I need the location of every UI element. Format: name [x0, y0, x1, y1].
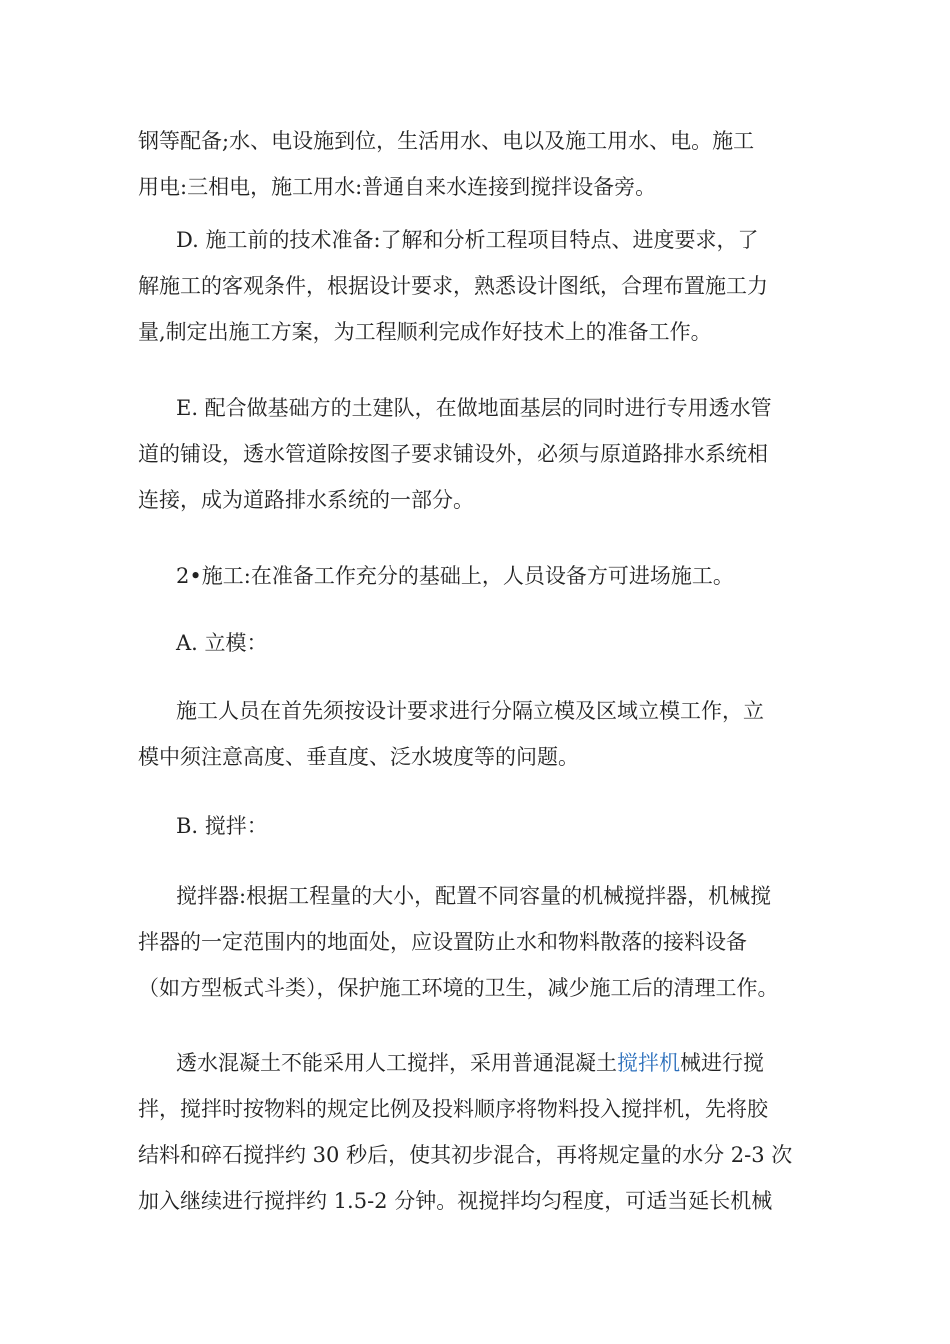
text-line: A. 立模：: [176, 631, 268, 655]
heading-mixing: [138, 803, 828, 849]
text-line: 量,制定出施工方案，为工程顺利完成作好技术上的准备工作。: [138, 320, 712, 344]
text-line: 连接，成为道路排水系统的一部分。: [138, 488, 474, 512]
text-line: [138, 1040, 828, 1086]
paragraph-drainage-pipes: [138, 385, 828, 523]
text-segment: 透水混凝土不能采用人工搅拌，采用普通混凝土: [176, 1051, 617, 1075]
text-line: 加入继续进行搅拌约 1.5-2 分钟。视搅拌均匀程度，可适当延长机械: [138, 1189, 773, 1213]
paragraph-mixing-procedure: [138, 1040, 828, 1224]
paragraph-mixer: [138, 873, 828, 1011]
text-line: 结料和碎石搅拌约 30 秒后，使其初步混合，再将规定量的水分 2-3 次: [138, 1143, 793, 1167]
text-line: E. 配合做基础方的土建队，在做地面基层的同时进行专用透水管: [176, 396, 772, 420]
paragraph-equipment-utilities: [138, 118, 828, 210]
heading-formwork: [138, 620, 828, 666]
text-line: 施工人员在首先须按设计要求进行分隔立模及区域立模工作，立: [176, 699, 764, 723]
text-line: 解施工的客观条件，根据设计要求，熟悉设计图纸，合理布置施工力: [138, 274, 768, 298]
text-segment: 械进行搅: [680, 1051, 764, 1075]
text-line: 搅拌器:根据工程量的大小，配置不同容量的机械搅拌器，机械搅: [176, 884, 772, 908]
paragraph-construction-heading: [138, 553, 828, 599]
text-line: 拌，搅拌时按物料的规定比例及投料顺序将物料投入搅拌机，先将胶: [138, 1097, 768, 1121]
text-line: 钢等配备;水、电设施到位，生活用水、电以及施工用水、电。施工: [138, 129, 755, 153]
text-line: 道的铺设，透水管道除按图子要求铺设外，必须与原道路排水系统相: [138, 442, 768, 466]
text-line: 用电:三相电，施工用水:普通自来水连接到搅拌设备旁。: [138, 175, 657, 199]
text-line: B. 搅拌：: [176, 814, 268, 838]
mixer-link[interactable]: 搅拌机: [617, 1051, 680, 1075]
text-line: 拌器的一定范围内的地面处，应设置防止水和物料散落的接料设备: [138, 930, 747, 954]
text-line: （如方型板式斗类），保护施工环境的卫生，减少施工后的清理工作。: [138, 976, 779, 1000]
text-line: D. 施工前的技术准备:了解和分析工程项目特点、进度要求，了: [176, 228, 759, 252]
text-line: 2•施工:在准备工作充分的基础上，人员设备方可进场施工。: [176, 564, 734, 588]
text-line: 模中须注意高度、垂直度、泛水坡度等的问题。: [138, 745, 579, 769]
paragraph-technical-preparation: [138, 217, 828, 355]
paragraph-formwork: [138, 688, 828, 780]
